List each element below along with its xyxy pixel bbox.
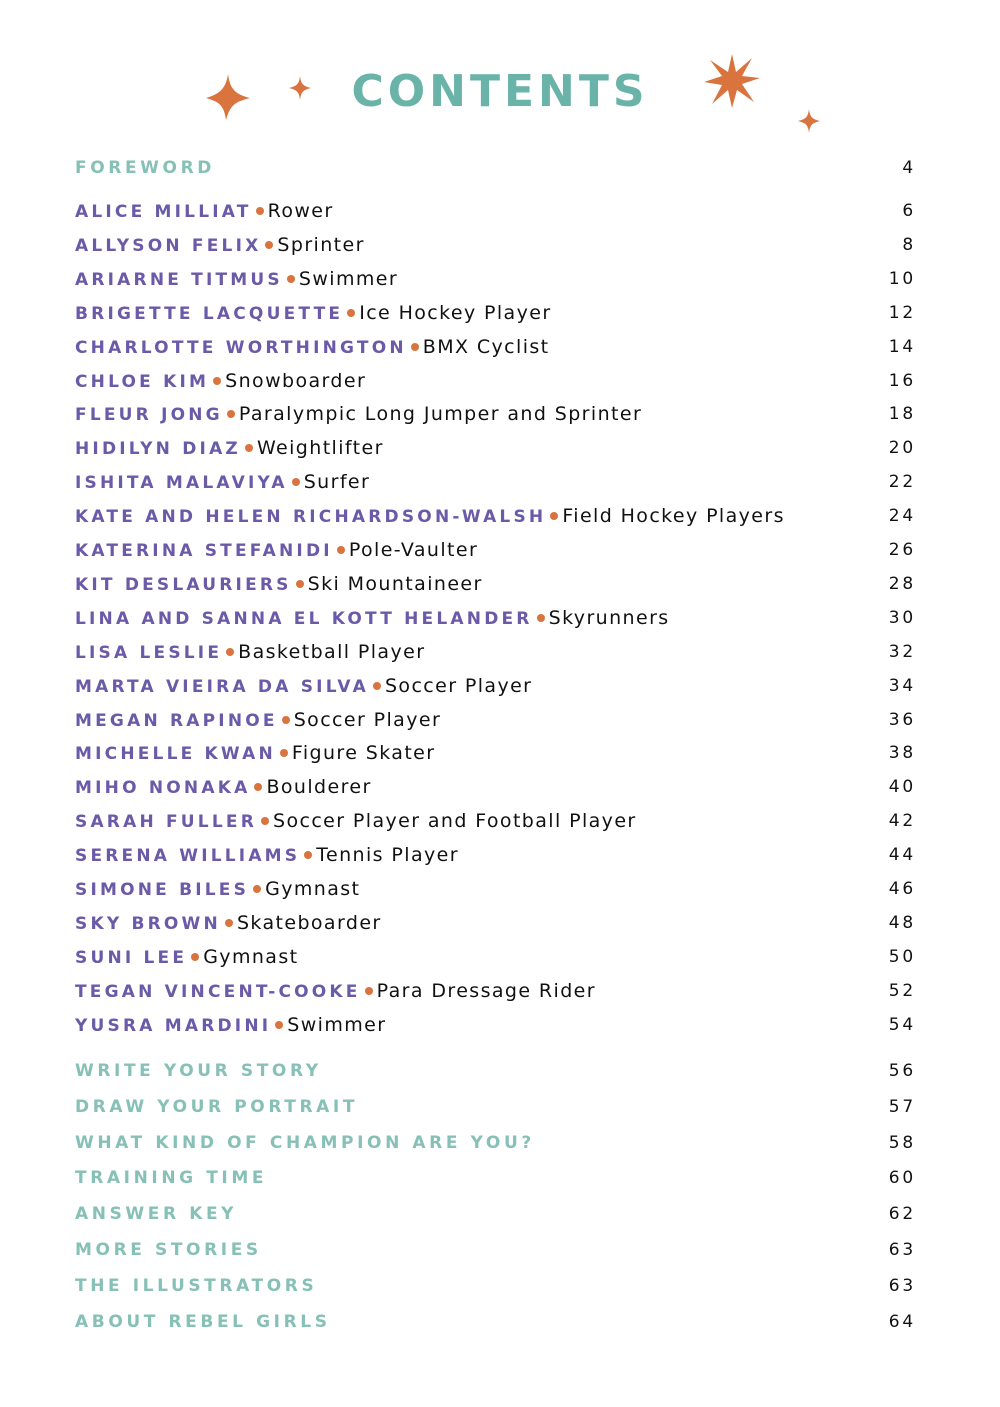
page-number: 20 (888, 438, 916, 459)
bullet-dot-icon (296, 580, 304, 588)
toc-entry-row[interactable] (75, 299, 916, 327)
athlete-sport: Boulderer (266, 776, 372, 799)
bullet-dot-icon (411, 343, 419, 351)
page-title: CONTENTS (351, 66, 649, 117)
toc-entry-row[interactable] (75, 570, 916, 598)
page-number: 32 (888, 641, 916, 662)
athlete-sport: Soccer Player and Football Player (272, 810, 637, 833)
page-number: 42 (888, 811, 916, 832)
toc-entry-row[interactable] (75, 841, 916, 869)
bullet-dot-icon (365, 987, 373, 995)
athlete-name: ALLYSON FELIX (75, 235, 262, 256)
page-number: 50 (888, 946, 916, 967)
page-number: 64 (888, 1311, 916, 1332)
athlete-name: KIT DESLAURIERS (75, 574, 292, 595)
toc-entry-row[interactable] (75, 706, 916, 734)
athlete-name: MIHO NONAKA (75, 778, 251, 799)
section-heading: ANSWER KEY (75, 1204, 238, 1225)
page-number: 60 (888, 1168, 916, 1189)
toc-section-row[interactable] (75, 1200, 916, 1228)
toc-section-row[interactable] (75, 1057, 916, 1085)
page-number: 10 (888, 268, 916, 289)
athlete-sport: Gymnast (265, 878, 361, 900)
athlete-sport: Snowboarder (225, 369, 367, 392)
page-number: 46 (888, 879, 916, 899)
athlete-name: KATE AND HELEN RICHARDSON-WALSH (75, 507, 547, 528)
athlete-name: ARIARNE TITMUS (75, 269, 283, 290)
athlete-name: MICHELLE KWAN (75, 744, 276, 765)
athlete-name: KATERINA STEFANIDI (75, 541, 333, 561)
athlete-name: CHARLOTTE WORTHINGTON (75, 337, 407, 358)
section-heading: MORE STORIES (75, 1240, 262, 1260)
toc-entry-row[interactable] (75, 536, 916, 564)
page-number: 12 (888, 302, 916, 323)
toc-entry-row[interactable] (75, 197, 916, 225)
toc-entry-row[interactable] (75, 231, 916, 259)
page-number: 63 (888, 1240, 916, 1260)
athlete-sport: Tennis Player (316, 844, 459, 867)
toc-section-row[interactable] (75, 1129, 916, 1157)
athlete-sport: Soccer Player (384, 674, 533, 697)
page-number: 57 (888, 1096, 916, 1117)
page-number: 16 (888, 370, 916, 391)
bullet-dot-icon (245, 444, 253, 452)
section-heading: TRAINING TIME (75, 1168, 268, 1189)
bullet-dot-icon (537, 614, 545, 622)
athlete-sport: BMX Cyclist (422, 335, 550, 358)
page-number: 56 (888, 1061, 916, 1081)
bullet-dot-icon (253, 885, 261, 893)
athlete-name: HIDILYN DIAZ (75, 439, 241, 460)
page-number: 24 (888, 506, 916, 527)
section-heading: WHAT KIND OF CHAMPION ARE YOU? (75, 1132, 535, 1153)
page-number: 44 (888, 845, 916, 866)
toc-entry-row[interactable] (75, 434, 916, 462)
page-number: 36 (888, 709, 916, 730)
athlete-name: BRIGETTE LACQUETTE (75, 303, 344, 324)
toc-entry-row[interactable] (75, 739, 916, 767)
page-number: 8 (902, 234, 916, 255)
athlete-name: ALICE MILLIAT (75, 202, 252, 222)
bullet-dot-icon (275, 1021, 283, 1029)
toc-entry-row[interactable] (75, 265, 916, 293)
page-number: 6 (902, 201, 916, 221)
bullet-dot-icon (337, 546, 345, 554)
bullet-dot-icon (373, 682, 381, 690)
athlete-name: TEGAN VINCENT-COOKE (75, 981, 361, 1002)
section-heading: FOREWORD (75, 158, 215, 178)
page-number: 63 (888, 1275, 916, 1296)
page-number: 4 (902, 158, 916, 178)
page-number: 38 (888, 743, 916, 764)
athlete-sport: Skateboarder (236, 911, 382, 934)
athlete-sport: Figure Skater (291, 742, 436, 765)
athlete-name: SKY BROWN (75, 913, 221, 934)
page-number: 48 (888, 912, 916, 933)
athlete-name: YUSRA MARDINI (75, 1015, 272, 1036)
toc-section-row[interactable] (75, 1093, 916, 1121)
athlete-sport: Sprinter (277, 233, 365, 256)
bullet-dot-icon (265, 241, 273, 249)
athlete-sport: Paralympic Long Jumper and Sprinter (238, 403, 643, 426)
toc-entry-row[interactable] (75, 502, 916, 530)
athlete-name: SARAH FULLER (75, 812, 257, 833)
bullet-dot-icon (550, 512, 558, 520)
section-heading: ABOUT REBEL GIRLS (75, 1311, 331, 1332)
bullet-dot-icon (347, 309, 355, 317)
section-heading: WRITE YOUR STORY (75, 1061, 322, 1081)
bullet-dot-icon (280, 749, 288, 757)
athlete-sport: Weightlifter (256, 437, 384, 460)
page-number: 14 (888, 336, 916, 357)
bullet-dot-icon (261, 817, 269, 825)
toc-entry-row[interactable] (75, 773, 916, 801)
athlete-name: SUNI LEE (75, 947, 188, 968)
athlete-sport: Rower (267, 200, 334, 222)
athlete-sport: Field Hockey Players (562, 505, 785, 528)
toc-entry-row[interactable] (75, 672, 916, 700)
page-number: 30 (888, 607, 916, 628)
athlete-sport: Para Dressage Rider (376, 979, 596, 1002)
bullet-dot-icon (292, 478, 300, 486)
athlete-name: ISHITA MALAVIYA (75, 473, 288, 494)
athlete-name: SERENA WILLIAMS (75, 846, 301, 867)
toc-entry-row[interactable] (75, 604, 916, 632)
toc-section-row[interactable] (75, 1272, 916, 1300)
toc-entry-row[interactable] (75, 468, 916, 496)
athlete-name: MARTA VIEIRA DA SILVA (75, 676, 369, 697)
page-number: 54 (888, 1014, 916, 1035)
page-number: 28 (888, 573, 916, 594)
bullet-dot-icon (227, 410, 235, 418)
bullet-dot-icon (287, 275, 295, 283)
toc-entry-row[interactable] (75, 943, 916, 971)
page-number: 18 (888, 404, 916, 425)
page-number: 58 (888, 1132, 916, 1153)
section-heading: DRAW YOUR PORTRAIT (75, 1096, 359, 1117)
toc-entry-row[interactable] (75, 367, 916, 395)
athlete-sport: Basketball Player (238, 640, 426, 663)
page-number: 34 (888, 675, 916, 696)
athlete-name: LINA AND SANNA EL KOTT HELANDER (75, 608, 533, 629)
section-heading: THE ILLUSTRATORS (75, 1275, 318, 1296)
toc-section-row[interactable] (75, 1308, 916, 1336)
athlete-name: FLEUR JONG (75, 405, 223, 426)
toc-section-row[interactable] (75, 154, 916, 182)
athlete-name: CHLOE KIM (75, 371, 210, 392)
bullet-dot-icon (213, 377, 221, 385)
athlete-name: MEGAN RAPINOE (75, 710, 278, 731)
bullet-dot-icon (282, 716, 290, 724)
athlete-sport: Soccer Player (293, 708, 442, 731)
toc-entry-row[interactable] (75, 1011, 916, 1039)
toc-section-row[interactable] (75, 1164, 916, 1192)
athlete-sport: Gymnast (203, 945, 299, 968)
page-number: 62 (888, 1204, 916, 1225)
bullet-dot-icon (254, 783, 262, 791)
bullet-dot-icon (304, 851, 312, 859)
athlete-sport: Ski Mountaineer (307, 572, 483, 595)
toc-section-row[interactable] (75, 1236, 916, 1264)
athlete-name: SIMONE BILES (75, 880, 250, 900)
page-number: 26 (888, 540, 916, 560)
toc-entry-row[interactable] (75, 977, 916, 1005)
bullet-dot-icon (225, 919, 233, 927)
athlete-sport: Skyrunners (548, 606, 670, 629)
toc-entry-row[interactable] (75, 333, 916, 361)
bullet-dot-icon (256, 207, 264, 215)
athlete-name: LISA LESLIE (75, 642, 223, 663)
athlete-sport: Swimmer (287, 1013, 387, 1036)
athlete-sport: Surfer (303, 471, 371, 494)
bullet-dot-icon (226, 648, 234, 656)
toc-entry-row[interactable] (75, 875, 916, 903)
page-number: 22 (888, 472, 916, 493)
toc-entry-row[interactable] (75, 909, 916, 937)
page-number: 52 (888, 980, 916, 1001)
toc-entry-row[interactable] (75, 807, 916, 835)
athlete-sport: Swimmer (298, 267, 399, 290)
athlete-sport: Ice Hockey Player (359, 301, 552, 324)
toc-entry-row[interactable] (75, 638, 916, 666)
page-number: 40 (888, 777, 916, 798)
toc-entry-row[interactable] (75, 400, 916, 428)
athlete-sport: Pole-Vaulter (348, 539, 479, 561)
bullet-dot-icon (191, 953, 199, 961)
